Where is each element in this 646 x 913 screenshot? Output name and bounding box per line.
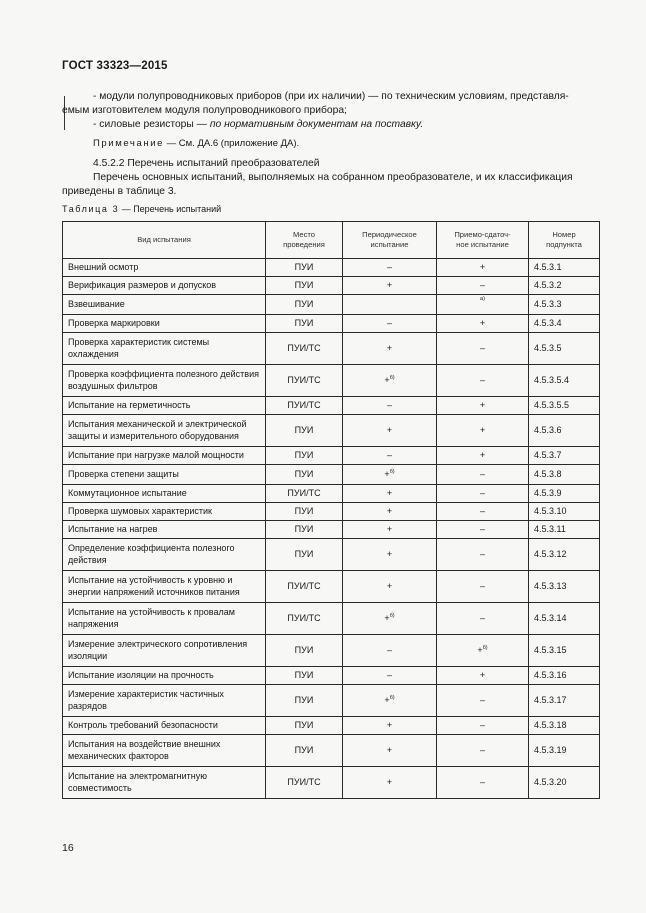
- table-row: [63, 735, 600, 767]
- cell-periodic: –: [343, 397, 437, 415]
- cell-test-name: Верификация размеров и допусков: [63, 277, 266, 295]
- cell-test-name: Испытание на электромагнитную совместимость: [63, 767, 266, 799]
- cell-clause: 4.5.3.7: [529, 447, 600, 465]
- cell-acceptance: –: [437, 767, 529, 799]
- cell-periodic: +$^{б)}$: [343, 365, 437, 397]
- cell-acceptance: –: [437, 365, 529, 397]
- cell-acceptance: –: [437, 685, 529, 717]
- cell-test-name: Проверка степени защиты: [63, 465, 266, 485]
- bullet-resistors-italic: по нормативным документам на поставку.: [209, 119, 424, 130]
- cell-periodic: –: [343, 259, 437, 277]
- cell-clause: 4.5.3.5.4: [529, 365, 600, 397]
- cell-location: ПУИ: [266, 685, 343, 717]
- cell-periodic: +: [343, 735, 437, 767]
- header-periodic: Периодическое испытание: [343, 222, 437, 259]
- footnote-marker: б): [389, 612, 395, 619]
- cell-location: ПУИ: [266, 259, 343, 277]
- bullet-resistors-prefix: - силовые резисторы —: [93, 119, 210, 130]
- cell-clause: 4.5.3.20: [529, 767, 600, 799]
- cell-location: ПУИ/ТС: [266, 365, 343, 397]
- table-row: [63, 447, 600, 465]
- cell-location: ПУИ: [266, 667, 343, 685]
- cell-acceptance: +$^{б)}$: [437, 635, 529, 667]
- note: [93, 137, 299, 151]
- cell-location: ПУИ: [266, 447, 343, 465]
- footnote-marker: б): [389, 374, 395, 381]
- table-row: [63, 635, 600, 667]
- cell-clause: 4.5.3.2: [529, 277, 600, 295]
- table-row: [63, 521, 600, 539]
- cell-test-name: Испытания механической и электрической защиты и измерительного оборудования: [63, 415, 266, 447]
- cell-acceptance: –: [437, 485, 529, 503]
- cell-periodic: +: [343, 503, 437, 521]
- cell-test-name: Измерение характеристик частичных разрядов: [63, 685, 266, 717]
- cell-periodic: –: [343, 635, 437, 667]
- cell-clause: 4.5.3.19: [529, 735, 600, 767]
- table-caption-label: Таблица 3: [62, 204, 120, 214]
- cell-periodic: +: [343, 717, 437, 735]
- cell-acceptance: +: [437, 397, 529, 415]
- cell-test-name: Внешний осмотр: [63, 259, 266, 277]
- cell-periodic: [343, 295, 437, 315]
- cell-periodic: +: [343, 485, 437, 503]
- table-row: [63, 295, 600, 315]
- footnote-marker: а): [480, 296, 485, 302]
- cell-clause: 4.5.3.17: [529, 685, 600, 717]
- cell-acceptance: –: [437, 333, 529, 365]
- document-code: ГОСТ 33323—2015: [62, 60, 168, 72]
- cell-periodic: +$^{б)}$: [343, 685, 437, 717]
- cell-acceptance: –: [437, 717, 529, 735]
- table-caption-text: — Перечень испытаний: [119, 204, 222, 214]
- cell-clause: 4.5.3.11: [529, 521, 600, 539]
- cell-test-name: Определение коэффициента полезного действия: [63, 539, 266, 571]
- cell-periodic: –: [343, 667, 437, 685]
- page-number: 16: [62, 842, 74, 854]
- cell-location: ПУИ/ТС: [266, 485, 343, 503]
- cell-clause: 4.5.3.5: [529, 333, 600, 365]
- cell-location: ПУИ/ТС: [266, 333, 343, 365]
- cell-location: ПУИ/ТС: [266, 767, 343, 799]
- cell-acceptance: –: [437, 539, 529, 571]
- cell-acceptance: –: [437, 735, 529, 767]
- cell-clause: 4.5.3.5.5: [529, 397, 600, 415]
- cell-clause: 4.5.3.9: [529, 485, 600, 503]
- header-acceptance: Приемо-сдаточ- ное испытание: [437, 222, 529, 259]
- note-text: — См. ДА.6 (приложение ДА).: [164, 138, 300, 149]
- cell-periodic: +: [343, 539, 437, 571]
- table-row: [63, 539, 600, 571]
- table-row: [63, 603, 600, 635]
- cell-location: ПУИ/ТС: [266, 571, 343, 603]
- cell-clause: 4.5.3.6: [529, 415, 600, 447]
- cell-location: ПУИ: [266, 277, 343, 295]
- table-row: [63, 415, 600, 447]
- paragraph-line2: приведены в таблице 3.: [62, 186, 177, 197]
- cell-location: ПУИ: [266, 315, 343, 333]
- cell-test-name: Испытания на воздействие внешних механических факторов: [63, 735, 266, 767]
- table-row: [63, 365, 600, 397]
- cell-clause: 4.5.3.16: [529, 667, 600, 685]
- cell-test-name: Измерение электрического сопротивления изоляции: [63, 635, 266, 667]
- cell-test-name: Проверка коэффициента полезного действия воздушных фильтров: [63, 365, 266, 397]
- table-row: [63, 465, 600, 485]
- cell-acceptance: +: [437, 415, 529, 447]
- table-row: [63, 315, 600, 333]
- cell-periodic: –: [343, 315, 437, 333]
- cell-test-name: Проверка характеристик системы охлаждения: [63, 333, 266, 365]
- cell-test-name: Испытание при нагрузке малой мощности: [63, 447, 266, 465]
- table-row: [63, 667, 600, 685]
- table-row: [63, 277, 600, 295]
- section-title: 4.5.2.2 Перечень испытаний преобразователей: [93, 158, 320, 169]
- cell-clause: 4.5.3.8: [529, 465, 600, 485]
- table-row: [63, 333, 600, 365]
- cell-location: ПУИ: [266, 735, 343, 767]
- cell-periodic: +: [343, 415, 437, 447]
- cell-test-name: Проверка маркировки: [63, 315, 266, 333]
- cell-location: ПУИ/ТС: [266, 397, 343, 415]
- cell-location: ПУИ: [266, 465, 343, 485]
- cell-periodic: +$^{б)}$: [343, 465, 437, 485]
- table-row: [63, 685, 600, 717]
- cell-acceptance: –: [437, 465, 529, 485]
- table-row: [63, 485, 600, 503]
- cell-test-name: Коммутационное испытание: [63, 485, 266, 503]
- cell-test-name: Контроль требований безопасности: [63, 717, 266, 735]
- cell-periodic: +$^{б)}$: [343, 603, 437, 635]
- cell-location: ПУИ: [266, 717, 343, 735]
- footnote-marker: б): [389, 694, 395, 701]
- cell-clause: 4.5.3.12: [529, 539, 600, 571]
- bullet-resistors: [93, 118, 423, 132]
- cell-periodic: +: [343, 333, 437, 365]
- cell-acceptance: +: [437, 259, 529, 277]
- cell-acceptance: –: [437, 277, 529, 295]
- cell-periodic: –: [343, 447, 437, 465]
- table-row: [63, 767, 600, 799]
- cell-location: ПУИ: [266, 503, 343, 521]
- cell-acceptance: +: [437, 447, 529, 465]
- cell-periodic: +: [343, 521, 437, 539]
- bullet-semiconductor-line1: - модули полупроводниковых приборов (при их наличии) — по техническим условиям, представля-: [93, 91, 569, 102]
- cell-periodic: +: [343, 277, 437, 295]
- cell-test-name: Испытание на устойчивость к провалам напряжения: [63, 603, 266, 635]
- cell-test-name: Испытание на нагрев: [63, 521, 266, 539]
- cell-location: ПУИ: [266, 295, 343, 315]
- cell-clause: 4.5.3.18: [529, 717, 600, 735]
- cell-acceptance: +: [437, 667, 529, 685]
- cell-test-name: Испытание на герметичность: [63, 397, 266, 415]
- table-row: [63, 503, 600, 521]
- cell-clause: 4.5.3.15: [529, 635, 600, 667]
- header-test-type: Вид испытания: [63, 222, 266, 259]
- cell-acceptance: –: [437, 571, 529, 603]
- cell-clause: 4.5.3.1: [529, 259, 600, 277]
- cell-acceptance: –: [437, 521, 529, 539]
- cell-location: ПУИ: [266, 539, 343, 571]
- header-location: Место проведения: [266, 222, 343, 259]
- cell-acceptance: –: [437, 603, 529, 635]
- bullet-semiconductor-line2: емым изготовителем модуля полупроводникового прибора;: [62, 105, 347, 116]
- paragraph-line1: Перечень основных испытаний, выполняемых на собранном преобразователе, и их классификация: [93, 172, 573, 183]
- cell-test-name: Испытание на устойчивость к уровню и энергии напряжений источников питания: [63, 571, 266, 603]
- footnote-marker: б): [389, 468, 395, 475]
- cell-location: ПУИ: [266, 415, 343, 447]
- cell-clause: 4.5.3.3: [529, 295, 600, 315]
- footnote-marker: б): [482, 644, 488, 651]
- cell-location: ПУИ: [266, 635, 343, 667]
- table-row: [63, 571, 600, 603]
- table-row: [63, 259, 600, 277]
- table-header-row: [63, 222, 600, 259]
- tests-table: [62, 221, 600, 799]
- cell-acceptance: –: [437, 503, 529, 521]
- cell-test-name: Взвешивание: [63, 295, 266, 315]
- cell-test-name: Проверка шумовых характеристик: [63, 503, 266, 521]
- table-row: [63, 397, 600, 415]
- cell-location: ПУИ/ТС: [266, 603, 343, 635]
- header-clause-number: Номер подпункта: [529, 222, 600, 259]
- cell-acceptance: +: [437, 315, 529, 333]
- cell-location: ПУИ: [266, 521, 343, 539]
- cell-clause: 4.5.3.14: [529, 603, 600, 635]
- cell-test-name: Испытание изоляции на прочность: [63, 667, 266, 685]
- cell-clause: 4.5.3.4: [529, 315, 600, 333]
- table-row: [63, 717, 600, 735]
- cell-periodic: +: [343, 767, 437, 799]
- table-caption: [62, 204, 221, 214]
- note-label: Примечание: [93, 138, 164, 149]
- cell-clause: 4.5.3.10: [529, 503, 600, 521]
- cell-acceptance: [437, 295, 529, 315]
- cell-clause: 4.5.3.13: [529, 571, 600, 603]
- cell-periodic: +: [343, 571, 437, 603]
